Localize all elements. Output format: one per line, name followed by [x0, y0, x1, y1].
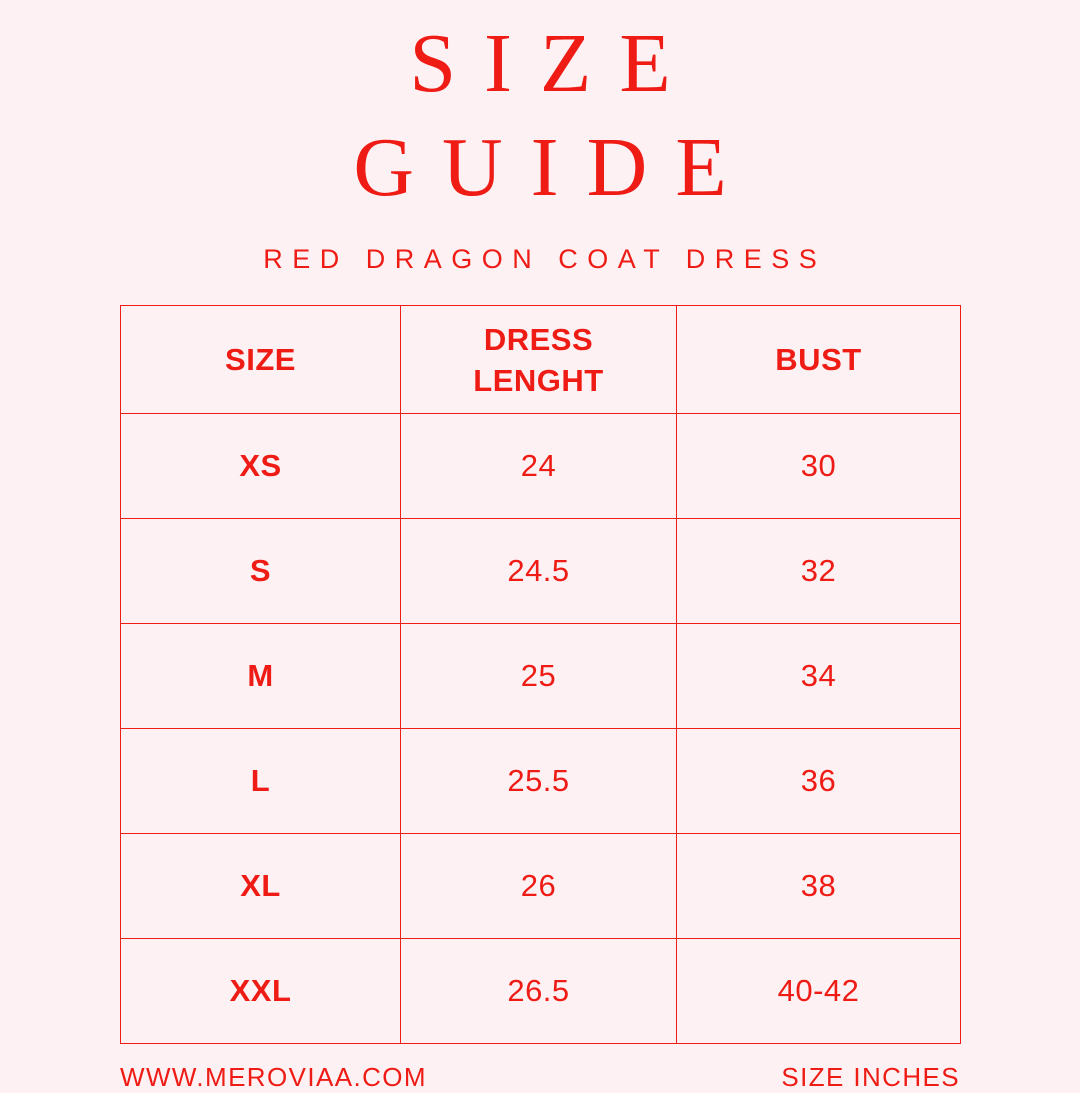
cell-bust: 34	[677, 624, 961, 729]
footer-website: WWW.MEROVIAA.COM	[120, 1062, 427, 1092]
footer-units: SIZE INCHES	[781, 1062, 960, 1092]
table-row	[121, 939, 961, 1044]
column-header-dress-lenght-line2: LENGHT	[473, 362, 604, 398]
table-header	[121, 306, 961, 414]
cell-bust: 40-42	[677, 939, 961, 1044]
table-row	[121, 834, 961, 939]
title-block	[254, 12, 827, 275]
size-table-container	[120, 305, 960, 1044]
cell-size: XL	[121, 834, 401, 939]
table-row	[121, 624, 961, 729]
page-title-line-2: GUIDE	[353, 121, 755, 214]
cell-size: S	[121, 519, 401, 624]
page-title-line-1: SIZE	[409, 17, 699, 110]
table-row	[121, 414, 961, 519]
table-body	[121, 414, 961, 1044]
cell-dress-lenght: 26	[401, 834, 677, 939]
cell-dress-lenght: 24.5	[401, 519, 677, 624]
cell-bust: 36	[677, 729, 961, 834]
cell-size: M	[121, 624, 401, 729]
table-row	[121, 729, 961, 834]
column-header-dress-lenght	[401, 306, 677, 414]
size-table	[120, 305, 961, 1044]
page-subtitle: RED DRAGON COAT DRESS	[263, 244, 827, 274]
cell-size: XS	[121, 414, 401, 519]
cell-dress-lenght: 25	[401, 624, 677, 729]
footer	[120, 1062, 960, 1093]
cell-bust: 30	[677, 414, 961, 519]
table-row	[121, 519, 961, 624]
cell-dress-lenght: 25.5	[401, 729, 677, 834]
cell-bust: 38	[677, 834, 961, 939]
cell-bust: 32	[677, 519, 961, 624]
cell-size: XXL	[121, 939, 401, 1044]
table-header-row	[121, 306, 961, 414]
cell-size: L	[121, 729, 401, 834]
column-header-bust: BUST	[677, 306, 961, 414]
cell-dress-lenght: 26.5	[401, 939, 677, 1044]
cell-dress-lenght: 24	[401, 414, 677, 519]
column-header-size: SIZE	[121, 306, 401, 414]
column-header-dress-lenght-line1: DRESS	[483, 321, 594, 357]
